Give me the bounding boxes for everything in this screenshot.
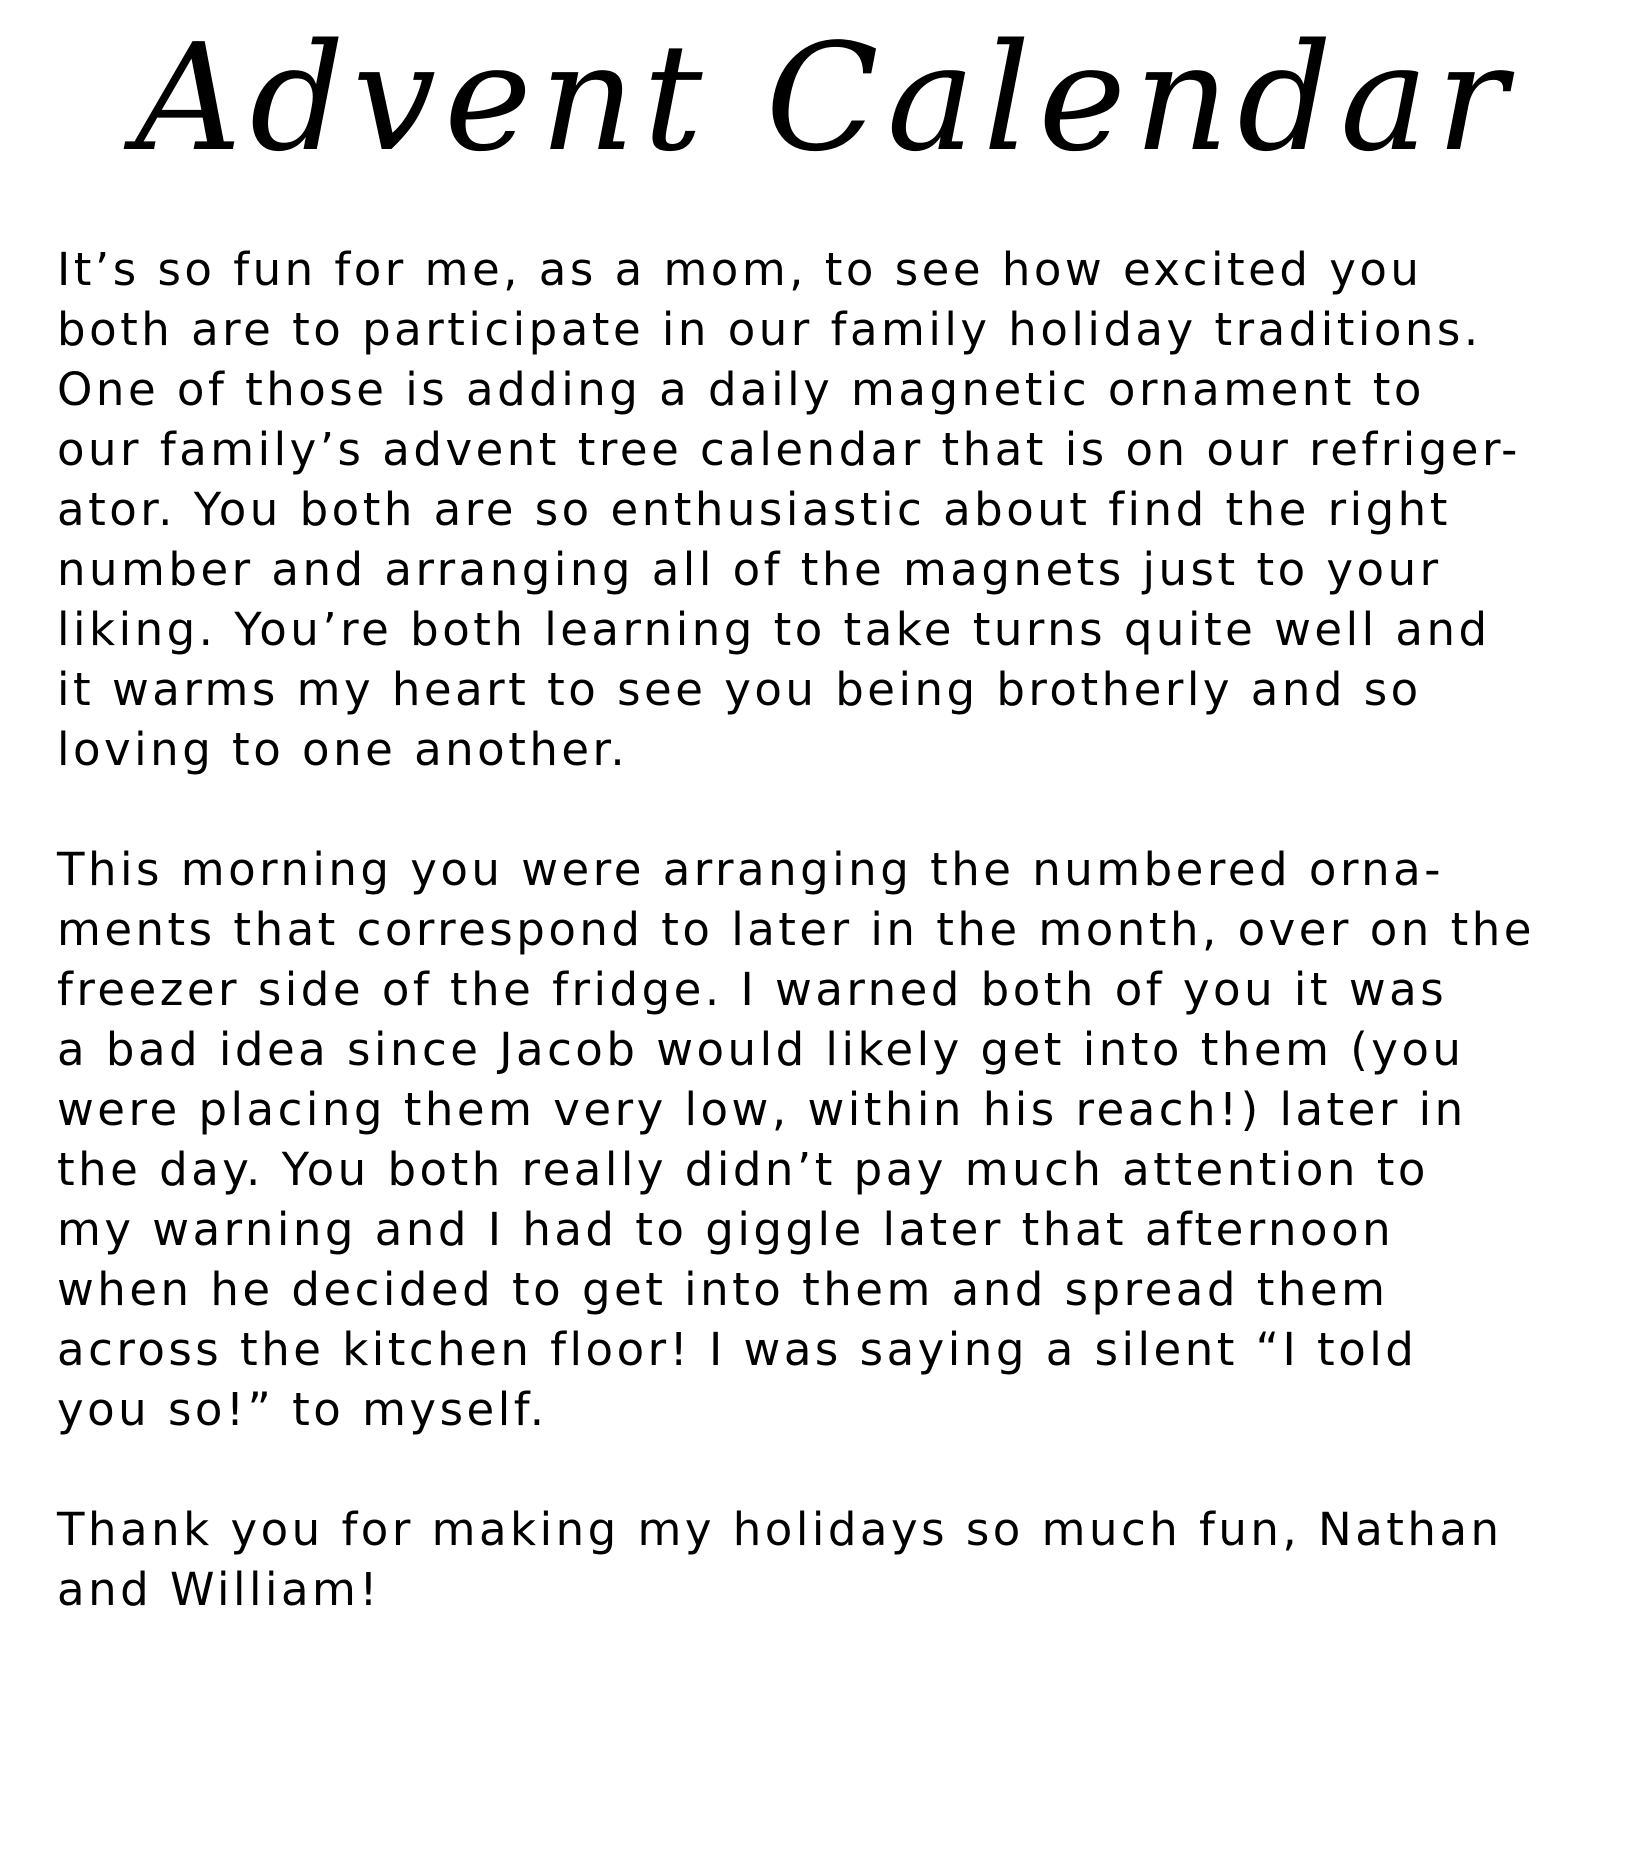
paragraph-2 — [57, 840, 1637, 1440]
text-line: the day. You both really didn’t pay much attention to — [57, 1143, 1429, 1196]
text-line: when he decided to get into them and spread them — [57, 1263, 1389, 1316]
paragraph-spacer — [57, 1440, 1637, 1500]
text-line: you so!” to myself. — [57, 1383, 548, 1436]
text-line: freezer side of the fridge. I warned both of you it was — [57, 963, 1448, 1016]
text-line: both are to participate in our family holiday traditions. — [57, 303, 1482, 356]
text-line: It’s so fun for me, as a mom, to see how excited you — [57, 243, 1423, 296]
text-line: liking. You’re both learning to take turns quite well and — [57, 603, 1491, 656]
text-line: ator. You both are so enthusiastic about find the right — [57, 483, 1451, 536]
text-line: my warning and I had to giggle later that afternoon — [57, 1203, 1395, 1256]
text-line: it warms my heart to see you being brotherly and so — [57, 663, 1422, 716]
text-line: a bad idea since Jacob would likely get into them (you — [57, 1023, 1465, 1076]
paragraph-1 — [57, 240, 1637, 780]
text-line: One of those is adding a daily magnetic ornament to — [57, 363, 1425, 416]
text-line: Thank you for making my holidays so much fun, Nathan — [57, 1503, 1503, 1556]
text-line: number and arranging all of the magnets just to your — [57, 543, 1442, 596]
text-line: across the kitchen floor! I was saying a silent “I told — [57, 1323, 1418, 1376]
paragraph-3 — [57, 1500, 1637, 1620]
text-line: This morning you were arranging the numbered orna- — [57, 843, 1444, 896]
letter-body — [57, 240, 1637, 1620]
paragraph-spacer — [57, 780, 1637, 840]
text-line: our family’s advent tree calendar that is on our refriger- — [57, 423, 1521, 476]
text-line: ments that correspond to later in the month, over on the — [57, 903, 1535, 956]
text-line: and William! — [57, 1563, 381, 1616]
page-title: Advent Calendar — [134, 12, 1516, 184]
text-line: were placing them very low, within his reach!) later in — [57, 1083, 1467, 1136]
text-line: loving to one another. — [57, 723, 629, 776]
